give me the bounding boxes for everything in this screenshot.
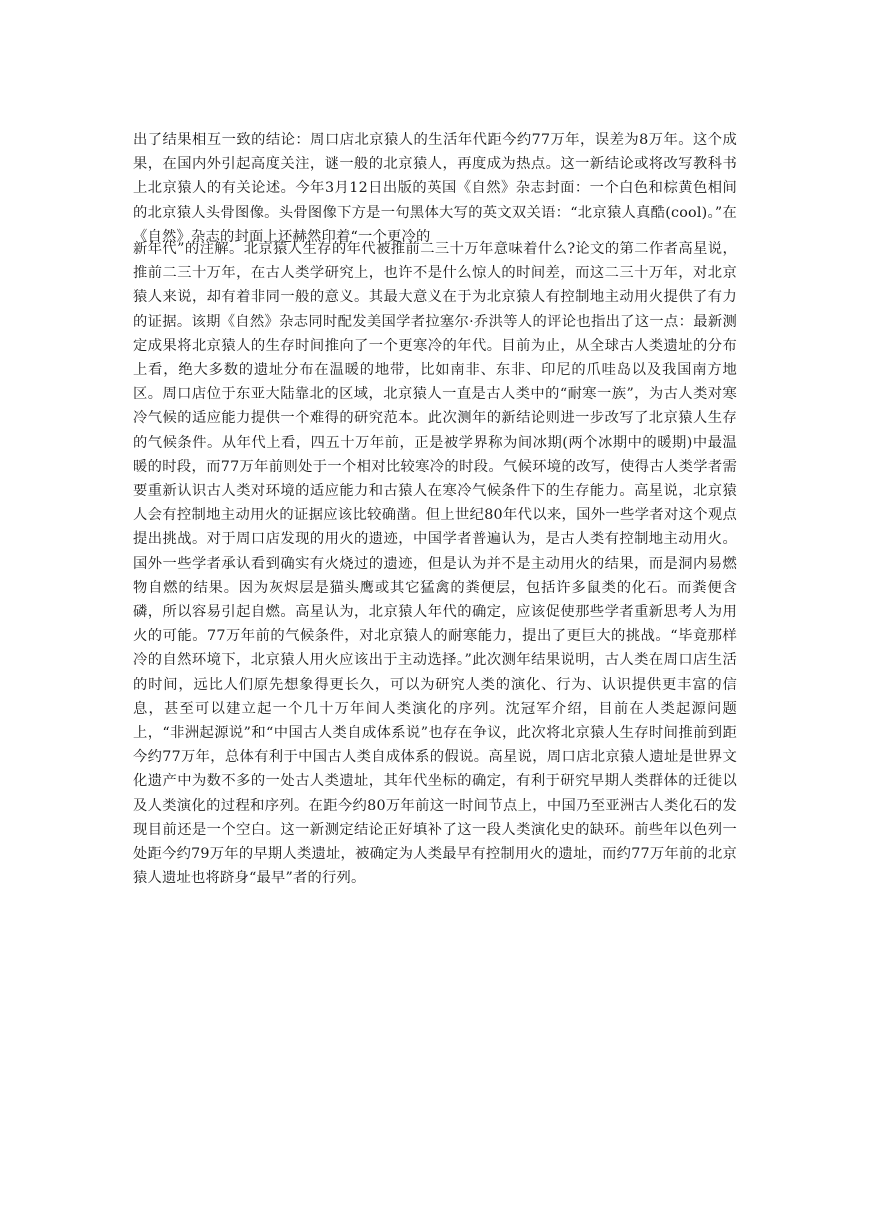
paragraph-2: 新年代”的注解。北京猿人生存的年代被推前二三十万年意味着什么?论文的第二作者高星说，推前二三十万年，在古人类学研究上，也许不是什么惊人的时间差，而这二三十万年，对北京猿人来说，却有着非同一般的意义。其最大意义在于为北京猿人有控制地主动用火提供了有力的证据。该期《自然》杂志同时配发美国学者拉塞尔·乔洪等人的评论也指出了这一点：最新测定成果将北京猿人的生存时间推向了一个更寒冷的年代。目前为止，从全球古人类遗址的分布上看，绝大多数的遗址分布在温暖的地带，比如南非、东非、印尼的爪哇岛以及我国南方地区。周口店位于东亚大陆靠北的区域，北京猿人一直是古人类中的“耐寒一族”，为古人类对寒冷气候的适应能力提供一个难得的研究范本。此次测年的新结论则进一步改写了北京猿人生存的气候条件。从年代上看，四五十万年前，正是被学界称为间冰期(两个冰期中的暖期)中最温暖的时段，而77万年前则处于一个相对比较寒冷的时段。气候环境的改写，使得古人类学者需要重新认识古人类对环境的适应能力和古猿人在寒冷气候条件下的生存能力。高星说，北京猿人会有控制地主动用火的证据应该比较确凿。但上世纪80年代以来，国外一些学者对这个观点提出挑战。对于周口店发现的用火的遗迹，中国学者普遍认为，是古人类有控制地主动用火。国外一些学者承认看到确实有火烧过的遗迹，但是认为并不是主动用火的结果，而是洞内易燃物自燃的结果。因为灰烬层是猫头鹰或其它猛禽的粪便层，包括许多鼠类的化石。而粪便含磷，所以容易引起自燃。高星认为，北京猿人年代的确定，应该促使那些学者重新思考人为用火的可能。77万年前的气候条件，对北京猿人的耐寒能力，提出了更巨大的挑战。“毕竟那样冷的自然环境下，北京猿人用火应该出于主动选择。”此次测年结果说明，古人类在周口店生活的时间，远比人们原先想象得更长久，可以为研究人类的演化、行为、认识提供更丰富的信息，甚至可以建立起一个几十万年间人类演化的序列。沈冠军介绍，目前在人类起源问题上，“非洲起源说”和“中国古人类自成体系说”也存在争议，此次将北京猿人生存时间推前到距今约77万年，总体有利于中国古人类自成体系的假说。高星说，周口店北京猿人遗址是世界文化遗产中为数不多的一处古人类遗址，其年代坐标的确定，有利于研究早期人类群体的迁徙以及人类演化的过程和序列。在距今约80万年前这一时间节点上，中国乃至亚洲古人类化石的发现目前还是一个空白。这一新测定结论正好填补了这一段人类演化史的缺环。前些年以色列一处距今约79万年的早期人类遗址，被确定为人类最早有控制用火的遗址，而约77万年前的北京猿人遗址也将跻身“最早”者的行列。 — [133, 241, 737, 887]
paragraph-1: 出了结果相互一致的结论：周口店北京猿人的生活年代距今约77万年，误差为8万年。这个成果，在国内外引起高度关注，谜一般的北京猿人，再度成为热点。这一新结论或将改写教科书上北京猿人的有关论述。今年3月12日出版的英国《自然》杂志封面：一个白色和棕黄色相间的北京猿人头骨图像。头骨图像下方是一句黑体大写的英文双关语：“北京猿人真酷(cool)。”在《自然》杂志的封面上还赫然印着“一个更冷的 — [133, 132, 737, 245]
